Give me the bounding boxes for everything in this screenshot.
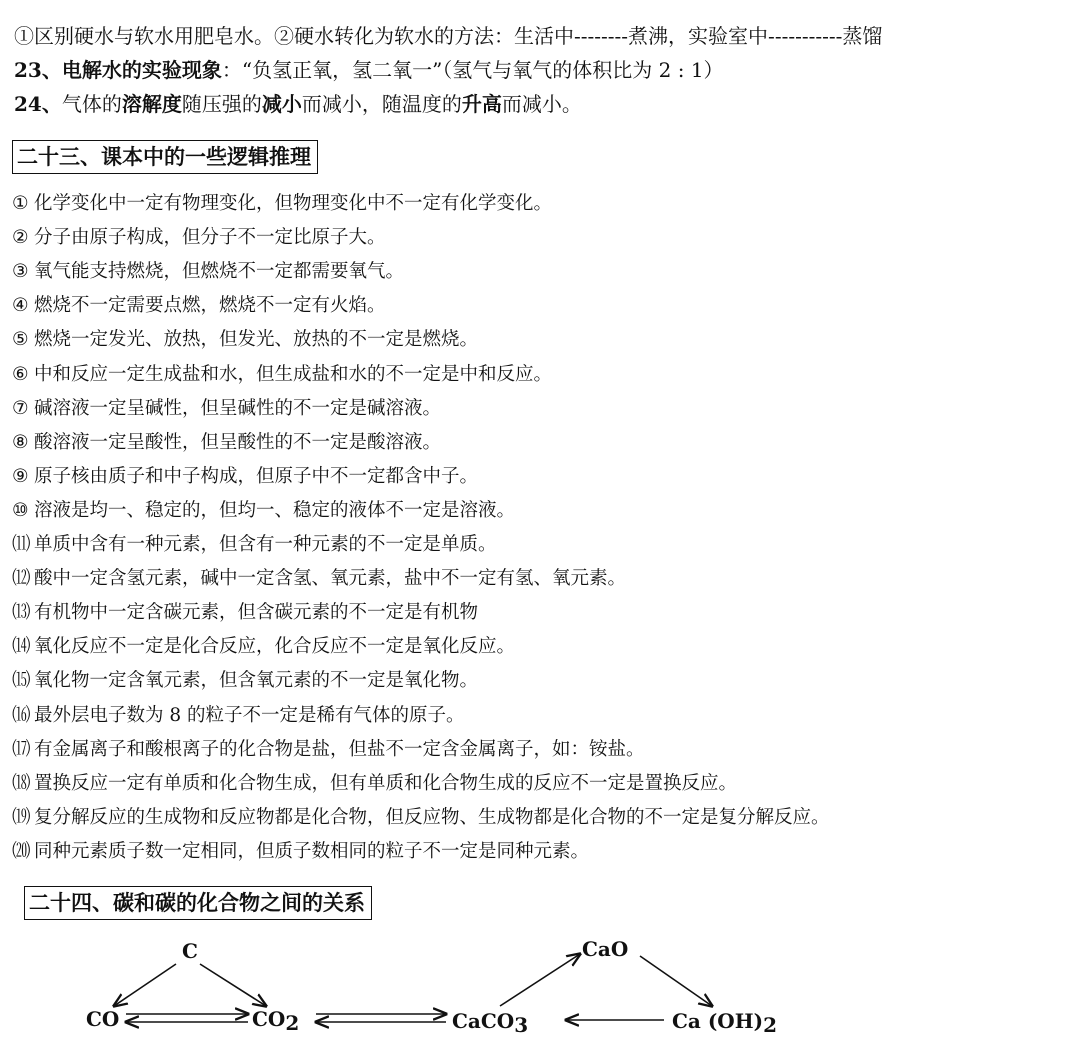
arrow-c-to-co: [114, 964, 176, 1006]
list-item: [12, 328, 478, 352]
item-text: 同种元素质子数一定相同，但质子数相同的粒子不一定是同种元素。: [34, 840, 590, 862]
bold-phrase: 溶解度: [121, 92, 182, 116]
text-part: 气体的: [61, 92, 122, 116]
list-item: [12, 499, 515, 523]
item-text: 分子由原子构成，但分子不一定比原子大。: [34, 227, 386, 249]
node-caoh2: [672, 1009, 777, 1037]
co2-sub: 2: [285, 1011, 300, 1035]
item-number: 24、: [14, 92, 62, 116]
item-number: ⒃: [12, 704, 31, 726]
item-text: 最外层电子数为 8 的粒子不一定是稀有气体的原子。: [34, 704, 465, 726]
item-text: 氧化物一定含氧元素，但含氧元素的不一定是氧化物。: [34, 670, 479, 692]
section-24-heading: 二十四、碳和碳的化合物之间的关系: [24, 886, 372, 920]
caco3-main: CaCO: [452, 1009, 515, 1033]
list-item: [12, 260, 404, 284]
co2-main: CO: [252, 1007, 286, 1031]
item-text: 氧气能支持燃烧，但燃烧不一定都需要氧气。: [34, 261, 405, 283]
list-item: [12, 738, 645, 762]
item-number: ②: [12, 227, 29, 249]
item-text: 酸溶液一定呈酸性，但呈酸性的不一定是酸溶液。: [34, 431, 442, 453]
bold-phrase: 减小: [261, 92, 302, 116]
list-item: [12, 294, 386, 318]
item-number: ⑥: [12, 363, 29, 385]
item-text: 置换反应一定有单质和化合物生成，但有单质和化合物生成的反应不一定是置换反应。: [34, 772, 738, 794]
item-text: 单质中含有一种元素，但含有一种元素的不一定是单质。: [34, 534, 497, 555]
item-number: ④: [12, 295, 29, 317]
list-item: [12, 840, 589, 864]
item-number: ⑧: [12, 431, 29, 453]
list-item: [12, 567, 626, 591]
node-c: C: [182, 939, 198, 963]
list-item: [12, 431, 441, 455]
caoh2-main: Ca (OH): [672, 1009, 764, 1033]
item-number: ⑾: [12, 534, 31, 555]
text-part: 而减小。: [501, 92, 582, 116]
item-text: 有机物中一定含碳元素，但含碳元素的不一定是有机物: [34, 602, 479, 624]
item-text: 燃烧不一定需要点燃，燃烧不一定有火焰。: [34, 295, 386, 317]
bold-phrase: 升高: [461, 92, 502, 116]
item-text: 有金属离子和酸根离子的化合物是盐，但盐不一定含金属离子，如：铵盐。: [34, 738, 645, 760]
text-part: 随压强的: [181, 92, 262, 116]
arrow-cao-to-caoh2: [640, 956, 712, 1006]
list-item: [12, 772, 737, 796]
intro-line-hard-water: ①区别硬水与软水用肥皂水。②硬水转化为软水的方法：生活中--------煮沸，实验室中-----------蒸馏: [14, 24, 883, 48]
item-text: ：“负氢正氧，氢二氧一”（氢气与氧气的体积比为 2 : 1）: [221, 58, 724, 82]
item-number: ⑨: [12, 465, 29, 487]
node-co: CO: [86, 1007, 120, 1031]
item-number: ③: [12, 261, 29, 283]
list-item: [12, 226, 386, 250]
item-number: 23、: [14, 58, 62, 82]
item-text: 氧化反应不一定是化合反应，化合反应不一定是氧化反应。: [34, 636, 516, 658]
item-number: ⒀: [12, 602, 31, 624]
node-cao: CaO: [582, 937, 629, 961]
intro-line-23: [14, 58, 724, 82]
list-item: [12, 397, 441, 421]
carbon-relation-diagram: [0, 930, 1080, 1058]
item-text: 燃烧一定发光、放热，但发光、放热的不一定是燃烧。: [34, 329, 479, 351]
item-number: ⒆: [12, 806, 31, 828]
item-number: ①: [12, 193, 29, 214]
list-item: [12, 601, 478, 625]
arrow-c-to-co2: [200, 964, 266, 1006]
item-text: 碱溶液一定呈碱性，但呈碱性的不一定是碱溶液。: [34, 397, 442, 419]
list-item: [12, 669, 478, 693]
item-number: ⒄: [12, 738, 31, 760]
item-text: 复分解反应的生成物和反应物都是化合物，但反应物、生成物都是化合物的不一定是复分解反应。: [34, 806, 830, 828]
caoh2-sub: 2: [763, 1013, 778, 1037]
item-number: ⑩: [12, 499, 29, 521]
list-item: [12, 465, 478, 489]
item-text: 溶液是均一、稳定的，但均一、稳定的液体不一定是溶液。: [34, 499, 516, 521]
arrow-caco3-to-cao: [500, 954, 580, 1006]
item-text: 酸中一定含氢元素，碱中一定含氢、氧元素，盐中不一定有氢、氧元素。: [34, 568, 627, 590]
item-text: 原子核由质子和中子构成，但原子中不一定都含中子。: [34, 465, 479, 487]
list-item: [12, 363, 552, 387]
list-item: [12, 192, 552, 216]
list-item: [12, 806, 830, 830]
node-caco3: [452, 1009, 528, 1037]
item-number: ⑤: [12, 329, 29, 351]
item-text: 化学变化中一定有物理变化，但物理变化中不一定有化学变化。: [34, 193, 553, 214]
list-item: [12, 635, 515, 659]
item-text: 中和反应一定生成盐和水，但生成盐和水的不一定是中和反应。: [34, 363, 553, 385]
caco3-sub: 3: [514, 1013, 529, 1037]
item-number: ⒁: [12, 636, 31, 658]
item-number: ⑦: [12, 397, 29, 419]
text-part: 而减小，随温度的: [301, 92, 462, 116]
intro-line-24: [14, 92, 582, 116]
item-number: ⒅: [12, 772, 31, 794]
item-number: ⒇: [12, 840, 31, 862]
list-item: [12, 533, 497, 557]
section-23-heading: 二十三、课本中的一些逻辑推理: [12, 140, 318, 174]
item-number: ⒂: [12, 670, 31, 692]
list-item: [12, 704, 465, 728]
bold-phrase: 电解水的实验现象: [61, 58, 222, 82]
node-co2: [252, 1007, 299, 1035]
item-number: ⑿: [12, 568, 31, 590]
